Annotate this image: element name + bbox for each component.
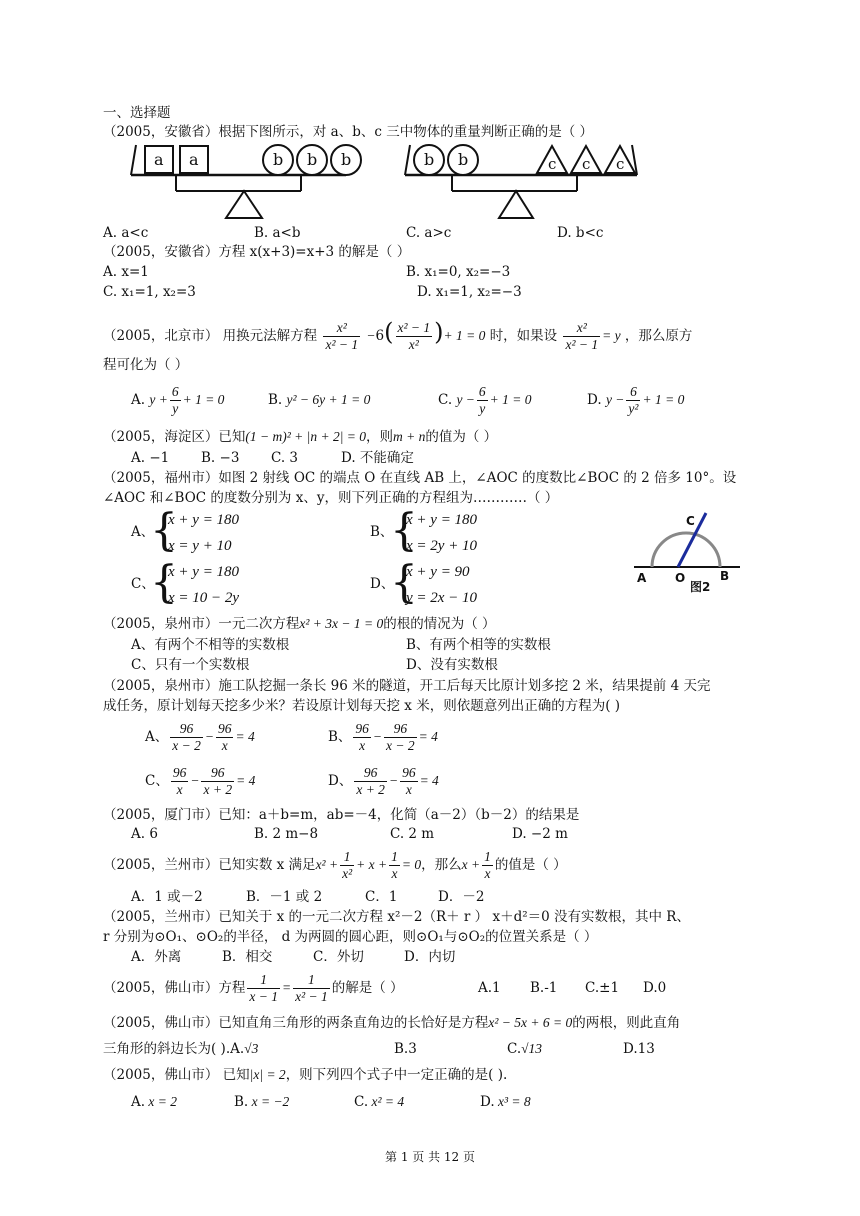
- ball-label-b: b: [458, 150, 469, 169]
- q3-option-a: A. y + $\frac{6}{y}$ + 1 = 0: [131, 384, 225, 416]
- section-title: 一、选择题: [103, 105, 171, 121]
- q6-option-a: A、有两个不相等的实数根: [131, 637, 290, 653]
- q10-stem-line2: r 分别为⊙O₁、⊙O₂的半径， d 为两圆的圆心距，则⊙O₁与⊙O₂的位置关系是（ ）: [103, 929, 598, 945]
- q6-option-c: C、只有一个实数根: [131, 657, 250, 673]
- q3-option-c: C. y − $\frac{6}{y}$ + 1 = 0: [438, 384, 532, 416]
- brace: {: [390, 505, 418, 556]
- q2-option-a: A. x=1: [103, 264, 149, 280]
- q7-option-c: C、 $\frac{96}{x}$ − $\frac{96}{x + 2}$ = 4: [145, 765, 256, 797]
- q12-stem-line1: （2005，佛山市）已知直角三角形的两条直角边的长恰好是方程x² − 5x + 6 = 0的两根，则此直角: [103, 1015, 681, 1031]
- q13-option-c: C. x² = 4: [354, 1094, 405, 1110]
- q7-option-d: D、 $\frac{96}{x + 2}$ − $\frac{96}{x}$ = 4: [328, 765, 439, 797]
- q8-stem: （2005，厦门市）已知：a＋b=m，ab=－4，化简（a－2）（b－2）的结果是: [103, 807, 580, 823]
- page-footer: 第 1 页 共 12 页: [385, 1150, 475, 1164]
- q4-stem: （2005，海淀区）已知(1 − m)² + |n + 2| = 0，则m + n的值为（ ）: [103, 429, 498, 445]
- q1-stem: （2005，安徽省）根据下图所示，对 a、b、c 三中物体的重量判断正确的是（ ）: [103, 124, 593, 140]
- triangle-label-c: c: [616, 155, 625, 173]
- q3-stem-line2: 程可化为（ ）: [103, 357, 189, 373]
- q12-option-b: B.3: [394, 1041, 417, 1057]
- q13-stem: （2005，佛山市） 已知|x| = 2，则下列四个式子中一定正确的是( ).: [103, 1067, 508, 1083]
- q11-option-d: D.0: [643, 980, 667, 996]
- q2-option-c: C. x₁=1, x₂=3: [103, 284, 196, 300]
- q8-option-a: A. 6: [131, 826, 158, 842]
- q6-option-d: D、没有实数根: [406, 657, 498, 673]
- q9-option-c: C．1: [365, 889, 398, 905]
- q12-stem-line2: 三角形的斜边长为( ).A.√3: [103, 1041, 259, 1057]
- equation: x + y = 180: [168, 512, 240, 528]
- triangle-label-c: c: [548, 155, 557, 173]
- q11-option-a: A.1: [478, 980, 501, 996]
- equation: x = 2y + 10: [406, 538, 478, 554]
- q9-option-a: A．1 或－2: [131, 889, 203, 905]
- q3-stem-line1: （2005，北京市） 用换元法解方程 $\frac{\text{x²}}{\text{x² − 1}}$ −6( $\frac{\text{x² − 1}}{\text{x²}}$ )+ 1 = 0 时，如果设 $\frac{\text{x²}}{\text{x² − 1}}$ = y ，那么原方: [103, 318, 693, 352]
- q12-option-d: D.13: [623, 1041, 655, 1057]
- q5-option-d-label: D、: [370, 576, 395, 592]
- q5-option-a-label: A、: [131, 524, 155, 540]
- q9-option-d: D．－2: [438, 889, 485, 905]
- q2-option-d: D. x₁=1, x₂=−3: [417, 284, 522, 300]
- q13-option-a: A. x = 2: [131, 1094, 178, 1110]
- q5-option-c-label: C、: [131, 576, 155, 592]
- q5-stem-line2: ∠AOC 和∠BOC 的度数分别为 x、y，则下列正确的方程组为…………（ ）: [103, 490, 559, 506]
- q3-option-b: B. y² − 6y + 1 = 0: [268, 392, 371, 408]
- q5-stem-line1: （2005，福州市）如图 2 射线 OC 的端点 O 在直线 AB 上，∠AOC 的度数比∠BOC 的 2 倍多 10°。设: [103, 470, 737, 486]
- q4-option-c: C. 3: [271, 450, 299, 466]
- q1-option-a: A. a<c: [103, 225, 149, 241]
- q4-option-b: B. −3: [201, 450, 240, 466]
- brace: {: [150, 557, 178, 608]
- q3-option-d: D. y − $\frac{6}{\text{y²}}$ + 1 = 0: [587, 384, 685, 416]
- ball-label-b: b: [341, 150, 352, 169]
- brace: {: [390, 557, 418, 608]
- ball-label-b: b: [273, 150, 284, 169]
- figure-label-c: C: [686, 514, 695, 528]
- figure-label-o: O: [675, 571, 686, 585]
- q12-option-c: C.√13: [507, 1041, 543, 1057]
- q10-option-d: D．内切: [404, 949, 456, 965]
- q5-option-b-label: B、: [370, 524, 394, 540]
- box-label-a: a: [189, 150, 199, 169]
- q3-fraction: $\frac{\text{x²}}{\text{x² − 1}}$: [325, 320, 359, 352]
- q6-option-b: B、有两个相等的实数根: [406, 637, 551, 653]
- q7-option-b: B、 $\frac{96}{x}$ − $\frac{96}{x - 2}$ = 4: [328, 721, 438, 753]
- q10-option-a: A．外离: [131, 949, 182, 965]
- equation: x = y + 10: [168, 538, 232, 554]
- figure-label-a: A: [637, 571, 647, 585]
- q2-option-b: B. x₁=0, x₂=−3: [406, 264, 511, 280]
- q8-option-b: B. 2 m−8: [254, 826, 319, 842]
- q2-stem: （2005，安徽省）方程 x(x+3)=x+3 的解是（ ）: [103, 244, 411, 260]
- q10-stem-line1: （2005，兰州市）已知关于 x 的一元二次方程 x²－2（R＋ r ） x＋d²＝0 没有实数根，其中 R、: [103, 909, 690, 925]
- q9-stem: （2005，兰州市）已知实数 x 满足x² + $\frac{1}{\text{x²}}$ + x + $\frac{1}{x}$ = 0，那么x + $\frac{1}{x}$ 的值是（ ）: [103, 849, 567, 881]
- equation: x + y = 180: [168, 564, 240, 580]
- q4-option-a: A. −1: [131, 450, 170, 466]
- brace: {: [150, 505, 178, 556]
- ball-label-b: b: [424, 150, 435, 169]
- equation: y = 2x − 10: [406, 590, 478, 606]
- q6-stem: （2005，泉州市）一元二次方程x² + 3x − 1 = 0的根的情况为（ ）: [103, 616, 496, 632]
- q4-option-d: D. 不能确定: [341, 450, 414, 466]
- q9-option-b: B．－1 或 2: [246, 889, 323, 905]
- q13-option-b: B. x = −2: [234, 1094, 290, 1110]
- q7-stem-line2: 成任务，原计划每天挖多少米？若设原计划每天挖 x 米，则依题意列出正确的方程为( ): [103, 698, 621, 714]
- q1-option-b: B. a<b: [254, 225, 301, 241]
- q1-option-d: D. b<c: [557, 225, 604, 241]
- figure-label-b: B: [720, 569, 730, 583]
- figure-caption: 图2: [690, 580, 711, 594]
- q1-option-c: C. a>c: [406, 225, 452, 241]
- q7-option-a: A、 $\frac{96}{x - 2}$ − $\frac{96}{x}$ = 4: [145, 721, 255, 753]
- triangle-label-c: c: [582, 155, 591, 173]
- q11-option-c: C.±1: [585, 980, 620, 996]
- equation: x = 10 − 2y: [168, 590, 240, 606]
- q11-stem: （2005，佛山市）方程 $\frac{1}{x - 1}$ = $\frac{1}{\text{x² − 1}}$ 的解是（ ）: [103, 972, 404, 1004]
- q8-option-d: D. −2 m: [512, 826, 568, 842]
- q10-option-b: B．相交: [222, 949, 273, 965]
- equation: x + y = 90: [406, 564, 470, 580]
- q11-option-b: B.-1: [530, 980, 558, 996]
- box-label-a: a: [154, 150, 164, 169]
- q8-option-c: C. 2 m: [390, 826, 435, 842]
- equation: x + y = 180: [406, 512, 478, 528]
- q7-stem-line1: （2005，泉州市）施工队挖掘一条长 96 米的隧道，开工后每天比原计划多挖 2 米，结果提前 4 天完: [103, 678, 711, 694]
- ball-label-b: b: [307, 150, 318, 169]
- q10-option-c: C．外切: [313, 949, 364, 965]
- q13-option-d: D. x³ = 8: [480, 1094, 531, 1110]
